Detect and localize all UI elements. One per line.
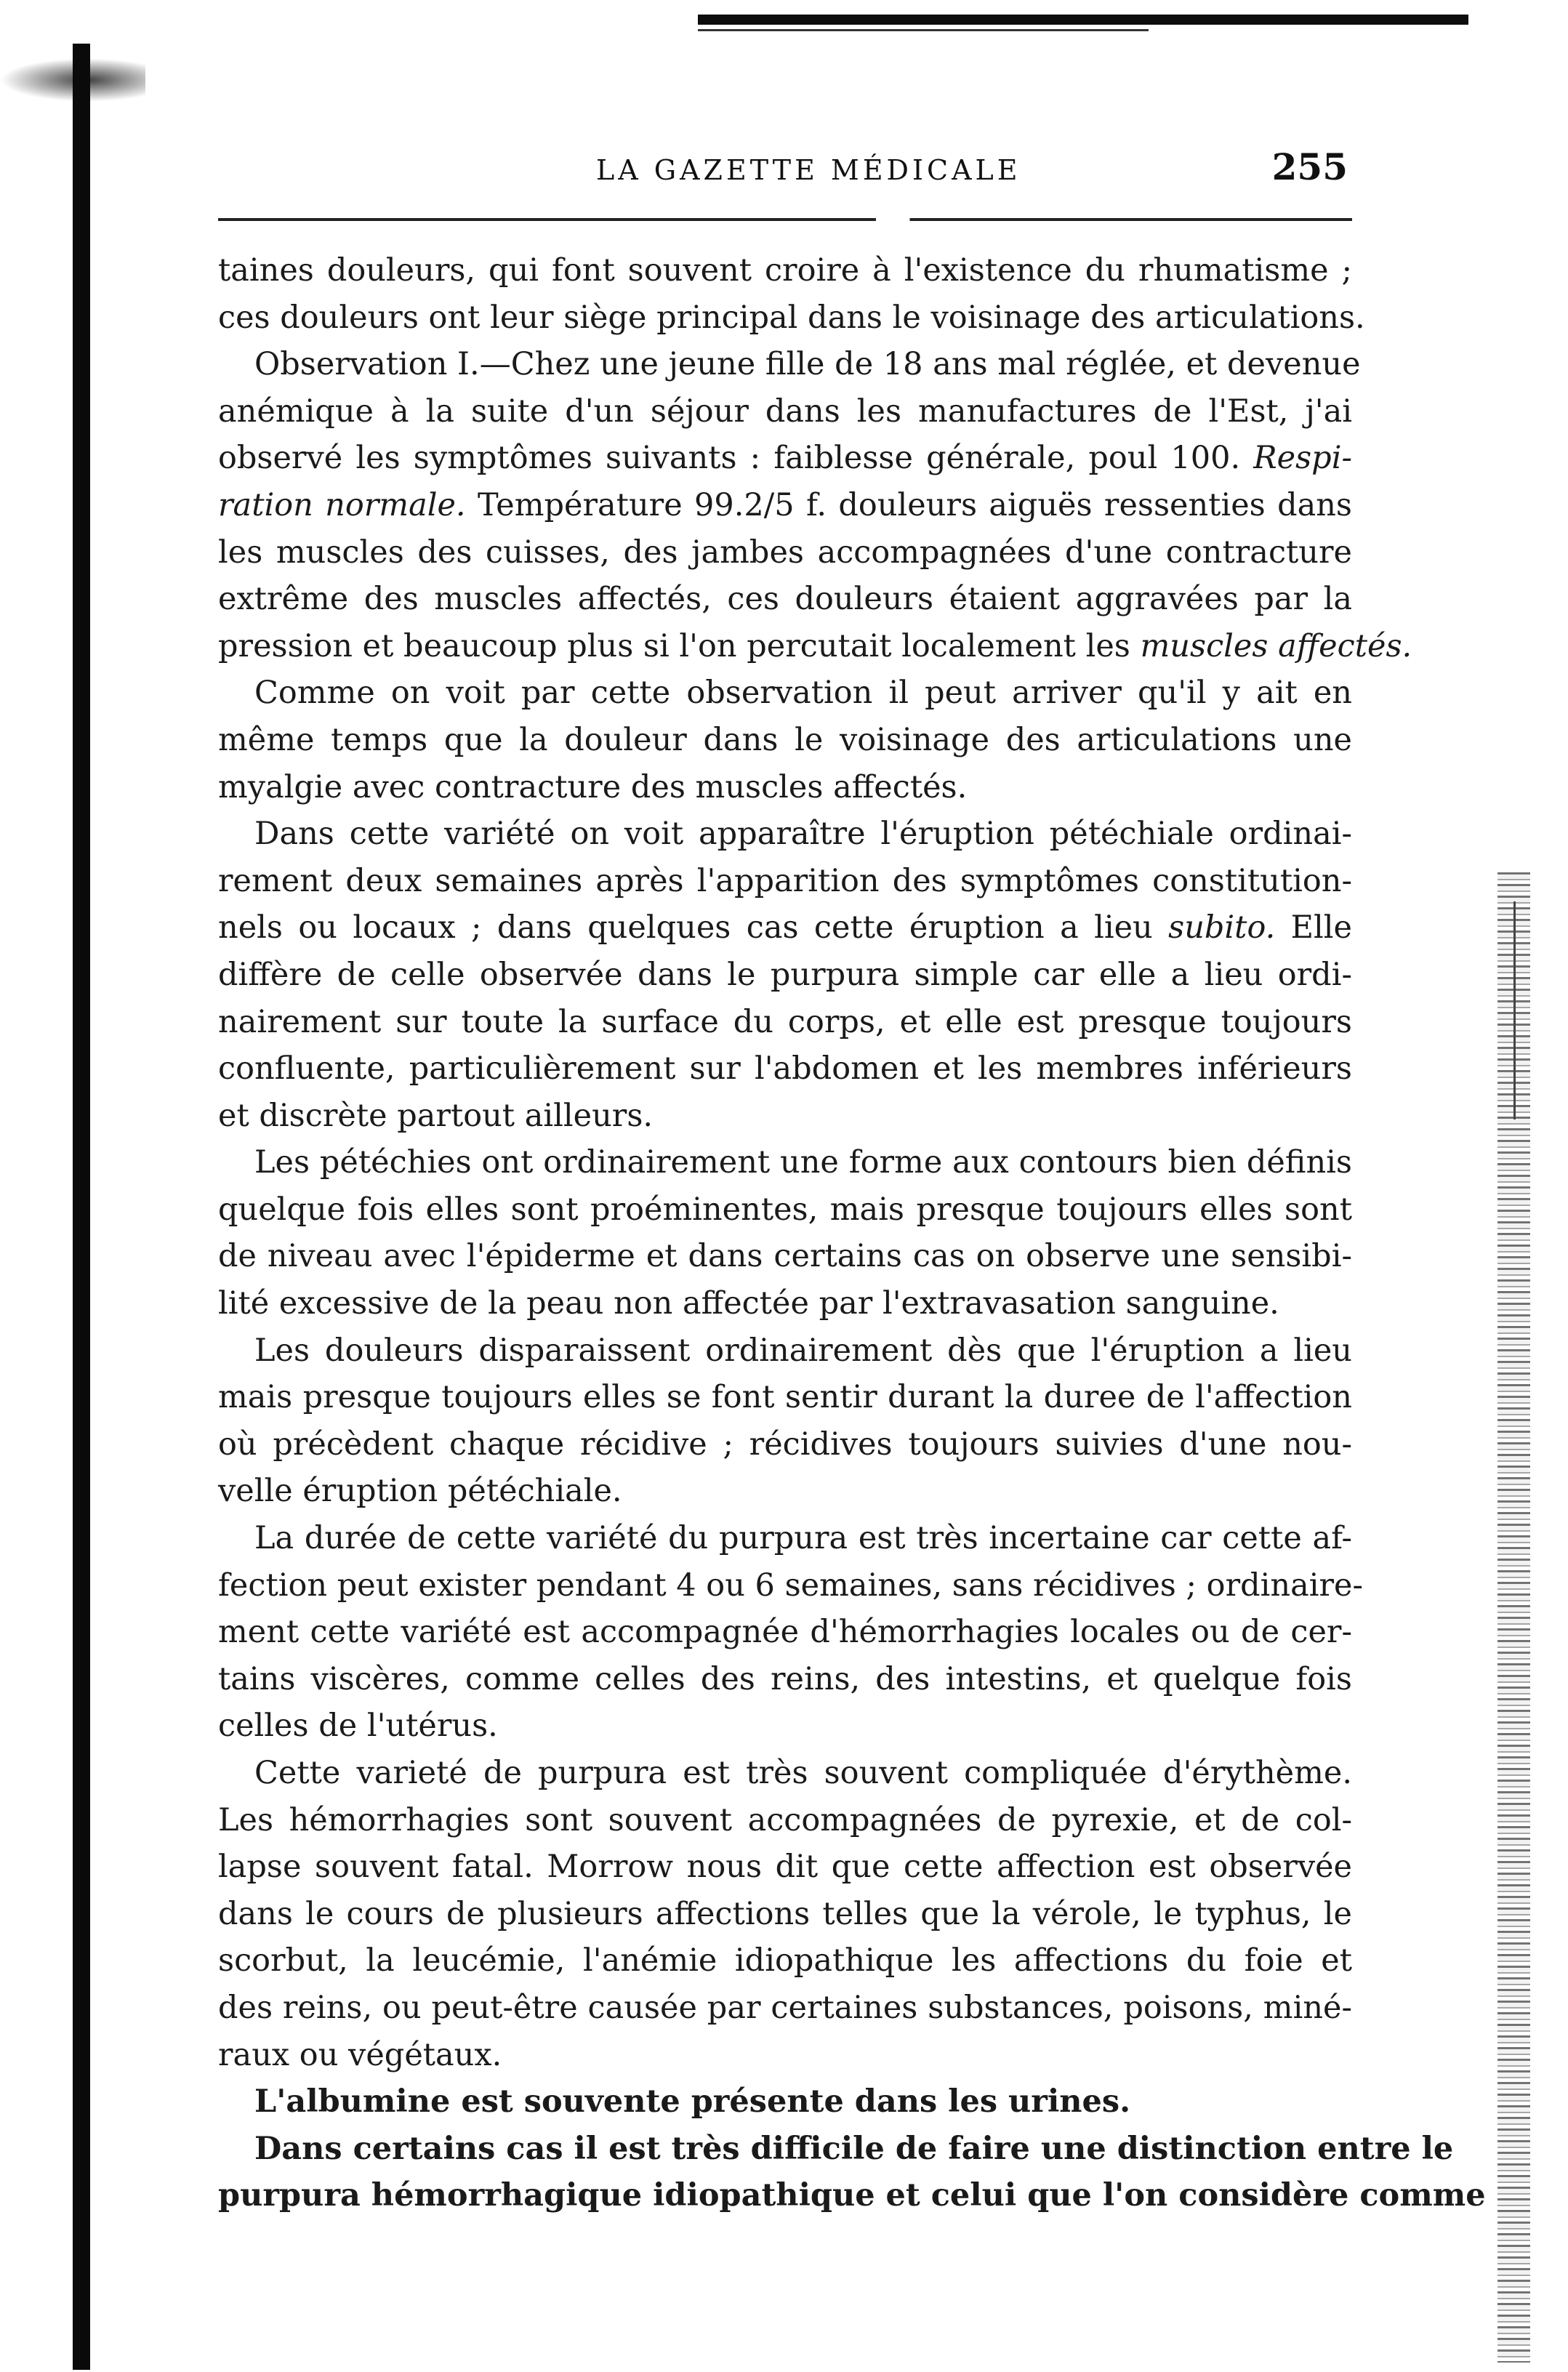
binding-gutter-shadow: [73, 44, 90, 2370]
text-segment: Dans cette variété on voit apparaître l'éruption pétéchiale ordinai-: [254, 816, 1352, 853]
text-segment: dans le cours de plusieurs affections telles que la vérole, le typhus, le: [218, 1895, 1352, 1932]
right-page-edge-line: [1513, 901, 1516, 1119]
text-line: [218, 294, 1365, 342]
text-segment: pression et beaucoup plus si l'on percutait localement les: [218, 627, 1141, 664]
italic-text-segment: ration normale.: [218, 486, 466, 523]
text-segment: des reins, ou peut-être causée par certaines substances, poisons, miné-: [218, 1989, 1352, 2026]
text-segment: observé les symptômes suivants : faiblesse générale, poul 100.: [218, 440, 1254, 477]
italic-text-segment: subito.: [1168, 909, 1276, 946]
text-segment: La durée de cette variété du purpura est très incertaine car cette af-: [254, 1520, 1352, 1557]
text-segment: velle éruption pétéchiale.: [218, 1473, 622, 1510]
text-line: [218, 2078, 1352, 2126]
text-segment: L'albumine est souvente présente dans les urines.: [254, 2083, 1131, 2120]
text-line: [218, 717, 1352, 764]
top-edge-rule-thin: [698, 29, 1149, 31]
text-line: [218, 388, 1352, 435]
text-line: [218, 1656, 1352, 1703]
text-line: [218, 904, 1352, 952]
text-segment: scorbut, la leucémie, l'anémie idiopathique les affections du foie et: [218, 1942, 1352, 1979]
text-segment: lapse souvent fatal. Morrow nous dit que cette affection est observée: [218, 1849, 1352, 1886]
text-line: [218, 1421, 1352, 1468]
text-line: [218, 858, 1352, 905]
text-line: [218, 576, 1352, 623]
running-head: [218, 145, 1352, 196]
text-line: [218, 1797, 1352, 1844]
text-line: [218, 670, 1352, 717]
text-segment: ment cette variété est accompagnée d'hémorrhagies locales ou de cer-: [218, 1614, 1352, 1651]
text-segment: tains viscères, comme celles des reins, des intestins, et quelque fois: [218, 1660, 1352, 1697]
page-body: [218, 247, 1486, 2219]
text-segment: et discrète partout ailleurs.: [218, 1097, 654, 1134]
text-segment: où précèdent chaque récidive ; récidives toujours suivies d'une nou-: [218, 1426, 1352, 1463]
text-line: [218, 1327, 1352, 1375]
text-line: [218, 1280, 1352, 1327]
text-line: [218, 1609, 1352, 1656]
text-segment: celles de l'utérus.: [218, 1708, 498, 1745]
text-line: [218, 999, 1352, 1046]
text-line: [218, 1468, 1352, 1515]
text-line: [218, 1045, 1352, 1093]
text-segment: fection peut exister pendant 4 ou 6 semaines, sans récidives ; ordinaire-: [218, 1567, 1364, 1604]
top-edge-rule: [698, 15, 1468, 25]
text-line: [218, 1139, 1352, 1186]
text-line: [218, 1374, 1352, 1421]
text-segment: mais presque toujours elles se font sentir durant la duree de l'affection: [218, 1379, 1352, 1416]
text-segment: extrême des muscles affectés, ces douleurs étaient aggravées par la: [218, 581, 1352, 618]
text-segment: raux ou végétaux.: [218, 2036, 502, 2073]
text-segment: les muscles des cuisses, des jambes accompagnées d'une contracture: [218, 534, 1352, 571]
header-rule: [218, 218, 1352, 221]
text-segment: taines douleurs, qui font souvent croire à l'existence du rhumatisme ;: [218, 252, 1352, 289]
text-line: [218, 1844, 1352, 1891]
text-line: [218, 2172, 1486, 2219]
text-segment: Température 99.2/5 f. douleurs aiguës ressenties dans: [465, 486, 1353, 523]
text-segment: Cette varieté de purpura est très souvent compliquée d'érythème.: [254, 1755, 1352, 1791]
text-line: [218, 1186, 1352, 1234]
text-segment: Observation I.—Chez une jeune fille de 18 ans mal réglée, et devenue: [254, 346, 1361, 383]
text-line: [218, 341, 1361, 388]
text-line: [218, 811, 1352, 858]
text-segment: ces douleurs ont leur siège principal dans le voisinage des articulations.: [218, 299, 1365, 336]
text-line: [218, 1937, 1352, 1985]
text-segment: diffère de celle observée dans le purpura simple car elle a lieu ordi-: [218, 956, 1352, 993]
italic-text-segment: muscles affectés.: [1140, 627, 1412, 664]
text-segment: Les hémorrhagies sont souvent accompagnées de pyrexie, et de col-: [218, 1801, 1352, 1838]
text-line: [218, 1233, 1352, 1280]
text-line: [218, 1093, 1352, 1140]
text-segment: Comme on voit par cette observation il peut arriver qu'il y ait en: [254, 675, 1352, 712]
text-line: [218, 2032, 1352, 2079]
text-line: [218, 529, 1352, 576]
italic-text-segment: Respi-: [1253, 440, 1352, 477]
text-line: [218, 482, 1352, 529]
text-segment: purpura hémorrhagique idiopathique et celui que l'on considère comme: [218, 2177, 1486, 2214]
text-line: [218, 1985, 1352, 2032]
text-line: [218, 1702, 1352, 1750]
text-line: [218, 764, 1352, 811]
text-line: [218, 1891, 1352, 1938]
text-segment: nairement sur toute la surface du corps, et elle est presque toujours: [218, 1003, 1352, 1040]
text-line: [218, 435, 1352, 482]
text-line: [218, 247, 1352, 294]
text-segment: de niveau avec l'épiderme et dans certains cas on observe une sensibi-: [218, 1238, 1352, 1275]
text-line: [218, 1515, 1352, 1562]
journal-title: LA GAZETTE MÉDICALE: [596, 154, 1021, 186]
text-segment: Les douleurs disparaissent ordinairement dès que l'éruption a lieu: [254, 1332, 1352, 1369]
text-segment: myalgie avec contracture des muscles affectés.: [218, 768, 968, 805]
text-line: [218, 1562, 1364, 1609]
text-segment: confluente, particulièrement sur l'abdomen et les membres inférieurs: [218, 1050, 1352, 1087]
page-number: 255: [1271, 145, 1348, 188]
text-line: [218, 2126, 1454, 2173]
text-line: [218, 952, 1352, 999]
text-segment: même temps que la douleur dans le voisinage des articulations une: [218, 721, 1352, 758]
text-segment: Dans certains cas il est très difficile de faire une distinction entre le: [254, 2130, 1454, 2167]
text-segment: nels ou locaux ; dans quelques cas cette éruption a lieu: [218, 909, 1169, 946]
text-line: [218, 623, 1412, 670]
text-segment: anémique à la suite d'un séjour dans les manufactures de l'Est, j'ai: [218, 393, 1352, 430]
text-segment: Elle: [1275, 909, 1352, 946]
text-segment: Les pétéchies ont ordinairement une forme aux contours bien définis: [254, 1144, 1352, 1181]
text-segment: rement deux semaines après l'apparition des symptômes constitution-: [218, 862, 1352, 899]
text-segment: lité excessive de la peau non affectée par l'extravasation sanguine.: [218, 1285, 1279, 1322]
text-line: [218, 1750, 1352, 1797]
text-segment: quelque fois elles sont proéminentes, mais presque toujours elles sont: [218, 1191, 1352, 1228]
